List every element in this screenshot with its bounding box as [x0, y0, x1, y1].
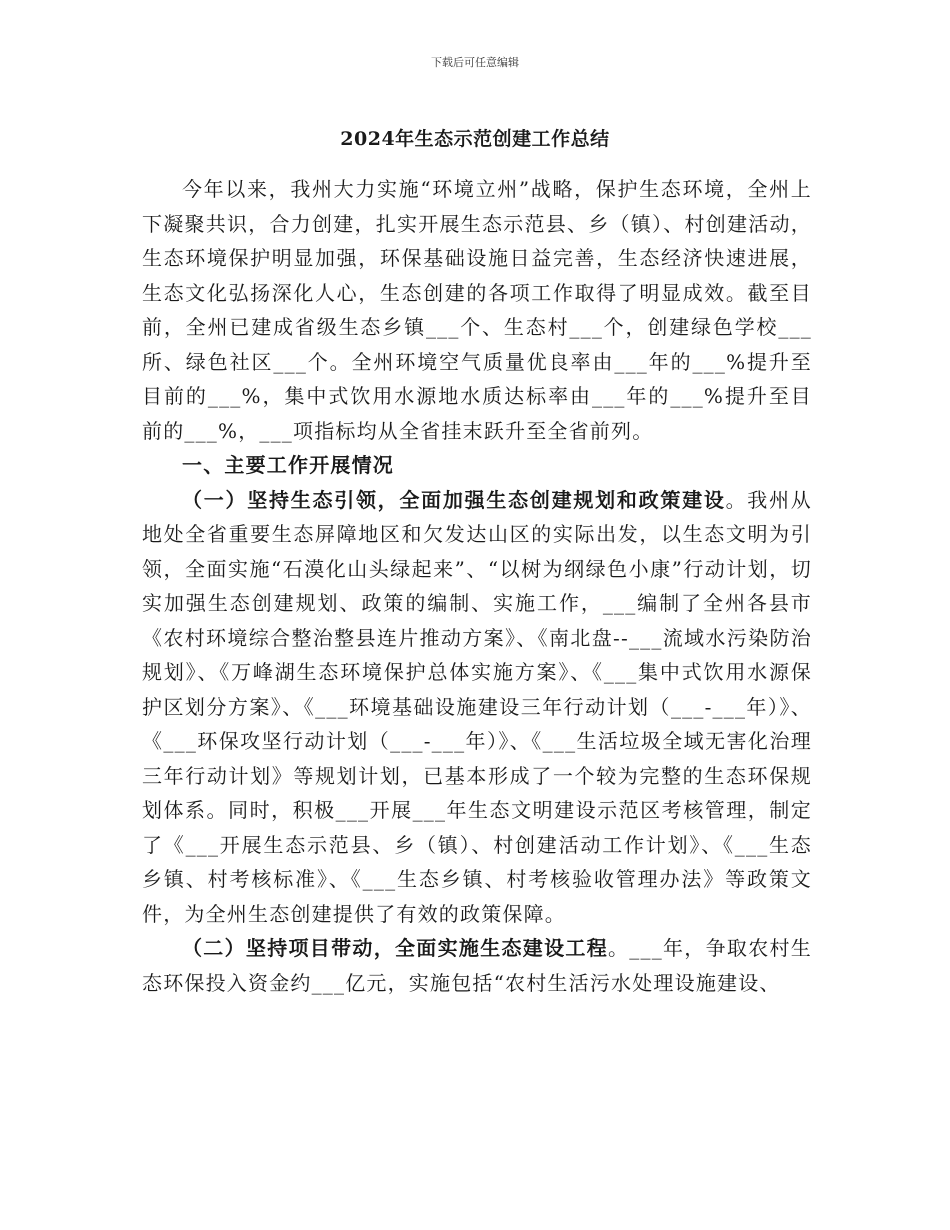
subsection-1-heading: （一）坚持生态引领，全面加强生态创建规划和政策建设	[182, 487, 726, 512]
subsection-1-text: 。我州从地处全省重要生态屏障地区和欠发达山区的实际出发，以生态文明为引领，全面实施“石漠化山头绿起来”、“以树为纲绿色小康”行动计划，切实加强生态创建规划、政策的编制、实施工作，___编制了全州各县市《农村环境综合整治整县连片推动方案》、《南北盘--___流域水污染防治规划》、《万峰湖生态环境保护总体实施方案》、《___集中式饮用水源保护区划分方案》、《___环境基础设施建设三年行动计划（___-___年）》、《___环保攻坚行动计划（___-___年）》、《___生活垃圾全域无害化治理三年行动计划》等规划计划，已基本形成了一个较为完整的生态环保规划体系。同时，积极___开展___年生态文明建设示范区考核管理，制定了《___开展生态示范县、乡（镇）、村创建活动工作计划》、《___生态乡镇、村考核标准》、《___生态乡镇、村考核验收管理办法》等政策文件，为全州生态创建提供了有效的政策保障。	[142, 487, 812, 926]
intro-paragraph: 今年以来，我州大力实施“环境立州”战略，保护生态环境，全州上下凝聚共识，合力创建，扎实开展生态示范县、乡（镇）、村创建活动，生态环境保护明显加强，环保基础设施日益完善，生态经济快速进展，生态文化弘扬深化人心，生态创建的各项工作取得了明显成效。截至目前，全州已建成省级生态乡镇___个、生态村___个，创建绿色学校___所、绿色社区___个。全州环境空气质量优良率由___年的___%提升至目前的___%，集中式饮用水源地水质达标率由___年的___%提升至目前的___%，___项指标均从全省挂末跃升至全省前列。	[142, 177, 812, 443]
document-title: 2024年生态示范创建工作总结	[340, 128, 610, 150]
subsection-2-heading: （二）坚持项目带动，全面实施生态建设工程	[182, 936, 608, 960]
document-body	[142, 172, 812, 1000]
header-note: 下载后可任意编辑	[431, 56, 519, 69]
subsection-2-text: 。___年，争取农村生态环保投入资金约___亿元，实施包括“农村生活污水处理设施建设、	[142, 936, 812, 995]
subsection-2-paragraph	[142, 931, 812, 1000]
section-heading: 一、主要工作开展情况	[182, 453, 394, 477]
subsection-1-paragraph	[142, 483, 812, 932]
